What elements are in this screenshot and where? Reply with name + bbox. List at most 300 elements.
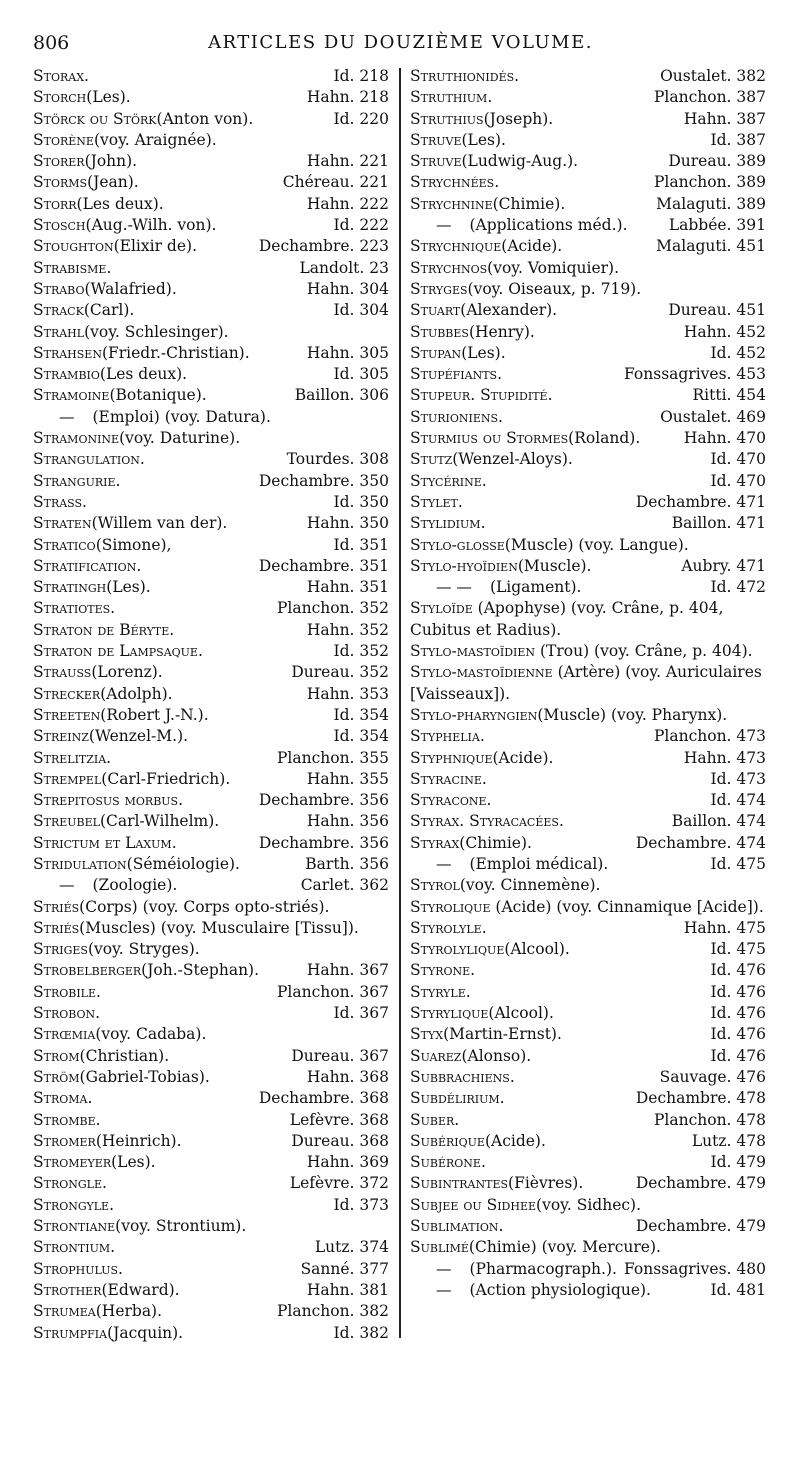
entry-author-page: Landolt. 23	[299, 258, 389, 277]
entry-heading: Stylet.	[410, 492, 463, 511]
entry-detail: (Artère) (voy. Auriculaires [Vaisseaux]).	[410, 663, 762, 703]
entry-detail: (John).	[84, 152, 138, 171]
entry-detail: (Martin-Ernst).	[443, 1025, 562, 1044]
entry-heading: Struve	[410, 152, 462, 171]
entry-detail: (Apophyse) (voy. Crâne, p. 404, Cubitus et Radius).	[410, 599, 724, 639]
entry-author-page: Id. 304	[333, 301, 389, 320]
index-entry	[33, 87, 389, 108]
index-entry	[410, 811, 766, 832]
entry-author-page: Hahn. 367	[306, 961, 389, 980]
entry-detail: (Les).	[111, 1153, 156, 1172]
entry-heading: — —	[436, 578, 472, 597]
entry-author-page: Id. 222	[333, 216, 389, 235]
entry-detail: (voy. Strontium).	[115, 1217, 247, 1236]
index-entry	[410, 492, 766, 513]
entry-heading: Stutz	[410, 450, 453, 469]
entry-author-page: Planchon. 355	[276, 748, 389, 767]
entry-detail: (voy. Cadaba).	[95, 1025, 207, 1044]
index-entry	[33, 939, 389, 960]
entry-author-page: Id. 479	[710, 1153, 766, 1172]
entry-heading: Stupan	[410, 343, 462, 362]
entry-heading: Strelitzia.	[33, 748, 112, 767]
index-entry	[410, 258, 766, 279]
entry-author-page: Malaguti. 389	[656, 194, 766, 213]
entry-heading: Struve	[410, 130, 462, 149]
entry-heading: Strother	[33, 1280, 102, 1299]
entry-author-page: Sanné. 377	[300, 1259, 389, 1278]
entry-heading: Strobile.	[33, 982, 101, 1001]
entry-author-page: Dechambre. 356	[258, 833, 389, 852]
entry-author-page: Hahn. 218	[306, 88, 389, 107]
entry-detail: (Robert J.-N.).	[100, 705, 209, 724]
entry-author-page: Oustalet. 469	[660, 407, 766, 426]
index-entry	[410, 960, 766, 981]
entry-heading: Sturmius ou Stormes	[410, 429, 569, 448]
index-entry	[410, 556, 766, 577]
index-entry	[33, 385, 389, 406]
entry-heading: Subérique	[410, 1131, 485, 1150]
entry-heading: Stylo-glosse	[410, 535, 505, 554]
index-entry	[33, 194, 389, 215]
entry-detail: (voy. Schlesinger).	[84, 322, 229, 341]
entry-author-page: Dechambre. 479	[635, 1174, 766, 1193]
entry-heading: Strumea	[33, 1302, 96, 1321]
left-column	[33, 66, 389, 1344]
entry-heading: Striges	[33, 940, 88, 959]
entry-author-page: Id. 476	[710, 1046, 766, 1065]
entry-detail: (Jacquin).	[107, 1323, 184, 1342]
entry-detail: (voy. Sidhec).	[536, 1195, 642, 1214]
entry-heading: Storr	[33, 194, 77, 213]
index-entry	[410, 598, 766, 641]
entry-heading: Strontiane	[33, 1217, 116, 1236]
entry-heading: Strecker	[33, 684, 101, 703]
entry-detail: (Heinrich).	[95, 1131, 182, 1150]
index-entry	[410, 897, 766, 918]
entry-detail: (Acide) (voy. Cinnamique [Acide]).	[490, 897, 764, 916]
index-entry	[410, 279, 766, 300]
entry-author-page: Sauvage. 476	[659, 1067, 766, 1086]
entry-detail: (Alonso).	[461, 1046, 532, 1065]
entry-heading: —	[436, 1259, 452, 1278]
index-entry	[410, 151, 766, 172]
entry-author-page: Dureau. 367	[291, 1046, 389, 1065]
entry-detail: (voy. Vomiquier).	[487, 258, 620, 277]
index-entry	[33, 109, 389, 130]
entry-heading: Stylo-mastoïdienne	[410, 663, 553, 682]
index-entry	[410, 875, 766, 896]
entry-heading: Struthium.	[410, 88, 493, 107]
entry-author-page: Oustalet. 382	[660, 67, 766, 85]
entry-heading: Streubel	[33, 812, 100, 831]
entry-detail: (Willem van der).	[91, 514, 228, 533]
entry-author-page: Dureau. 451	[668, 301, 766, 320]
entry-heading: Strauss	[33, 663, 92, 682]
index-entry	[33, 258, 389, 279]
entry-detail: (Les).	[106, 578, 151, 597]
entry-detail: (Alcool).	[504, 940, 570, 959]
entry-heading: Styphelia.	[410, 727, 485, 746]
index-entry	[410, 300, 766, 321]
index-entry	[33, 918, 389, 939]
index-entry	[33, 66, 389, 87]
entry-author-page: Lutz. 374	[314, 1238, 389, 1257]
entry-heading: Strepitosus morbus.	[33, 791, 184, 810]
entry-author-page: Planchon. 473	[653, 727, 766, 746]
entry-detail: (Botanique).	[109, 386, 207, 405]
entry-author-page: Id. 476	[710, 982, 766, 1001]
entry-detail: (Les).	[86, 88, 131, 107]
entry-author-page: Hahn. 221	[306, 152, 389, 171]
index-entry	[33, 748, 389, 769]
entry-heading: Subdélirium.	[410, 1089, 505, 1108]
entry-heading: Strombe.	[33, 1110, 101, 1129]
entry-heading: Struthionidés.	[410, 67, 520, 85]
entry-author-page	[764, 898, 770, 916]
entry-author-page: Id. 476	[710, 1004, 766, 1023]
entry-detail: (Chimie).	[459, 833, 532, 852]
index-entry	[33, 641, 389, 662]
entry-heading: Stylo-hyoïdien	[410, 556, 518, 575]
page-number: 806	[33, 32, 70, 54]
index-entry	[33, 790, 389, 811]
entry-heading: Stratingh	[33, 578, 107, 597]
entry-author-page: Id. 305	[333, 365, 389, 384]
entry-heading: Strobelberger	[33, 961, 142, 980]
entry-detail: (Jean).	[87, 173, 139, 192]
index-entry	[410, 854, 766, 875]
entry-heading: Stroma.	[33, 1089, 93, 1108]
entry-heading: Ström	[33, 1067, 80, 1086]
index-entry	[410, 918, 766, 939]
entry-heading: Styrolique	[410, 897, 491, 916]
entry-author-page: Dechambre. 471	[635, 492, 766, 511]
entry-author-page: Id. 481	[710, 1280, 766, 1299]
index-entry	[33, 1323, 389, 1344]
index-entry	[33, 1110, 389, 1131]
index-entry	[410, 1237, 766, 1258]
index-entry	[410, 535, 766, 556]
entry-heading: Stryges	[410, 279, 468, 298]
index-entry	[33, 1046, 389, 1067]
entry-heading: Strass.	[33, 492, 87, 511]
entry-author-page: Fonssagrives. 480	[624, 1259, 766, 1278]
entry-heading: Stoughton	[33, 237, 114, 256]
entry-detail: (Action physiologique).	[469, 1280, 651, 1299]
entry-author-page: Hahn. 304	[306, 279, 389, 298]
entry-author-page: Planchon. 367	[276, 982, 389, 1001]
entry-author-page: Hahn. 368	[306, 1067, 389, 1086]
index-entry	[410, 428, 766, 449]
entry-detail: (Acide).	[501, 237, 563, 256]
index-entry	[33, 471, 389, 492]
entry-author-page: Hahn. 352	[306, 620, 389, 639]
entry-author-page: Hahn. 381	[306, 1280, 389, 1299]
entry-detail: (Simone),	[95, 535, 172, 554]
index-entry	[410, 1003, 766, 1024]
entry-detail: (Christian).	[79, 1046, 170, 1065]
entry-heading: Storch	[33, 88, 87, 107]
index-entry	[33, 1067, 389, 1088]
index-entry	[410, 1131, 766, 1152]
entry-author-page: Baillon. 471	[671, 514, 766, 533]
entry-heading: Strychnées.	[410, 173, 500, 192]
index-entry	[410, 66, 766, 87]
entry-author-page: Dechambre. 479	[635, 1217, 766, 1236]
index-entry	[410, 1152, 766, 1173]
index-entry	[33, 279, 389, 300]
entry-detail: (Anton von).	[156, 109, 254, 128]
index-entry	[410, 1173, 766, 1194]
entry-detail: (Ligament).	[489, 578, 582, 597]
entry-author-page	[561, 621, 567, 639]
index-entry	[410, 1088, 766, 1109]
index-entry	[33, 726, 389, 747]
entry-heading: Strahl	[33, 322, 85, 341]
entry-heading: Strahsen	[33, 343, 102, 362]
entry-author-page: Planchon. 352	[276, 599, 389, 618]
entry-heading: Strambio	[33, 365, 100, 384]
entry-author-page: Id. 367	[333, 1004, 389, 1023]
index-entry	[410, 1216, 766, 1237]
entry-author-page: Planchon. 389	[653, 173, 766, 192]
entry-heading: Strophulus.	[33, 1259, 123, 1278]
entry-heading: Styracone.	[410, 791, 492, 810]
entry-author-page: Dechambre. 368	[258, 1089, 389, 1108]
entry-heading: —	[59, 876, 75, 895]
entry-detail: (Acide).	[484, 1131, 546, 1150]
entry-author-page: Id. 373	[333, 1195, 389, 1214]
entry-author-page	[510, 685, 516, 703]
entry-author-page: Dechambre. 351	[258, 556, 389, 575]
entry-heading: Strangulation.	[33, 450, 145, 469]
entry-heading: Stycérine.	[410, 471, 487, 490]
entry-author-page: Id. 352	[333, 642, 389, 661]
index-entry	[33, 1173, 389, 1194]
entry-heading: Storène	[33, 130, 94, 149]
entry-author-page: Id. 476	[710, 1025, 766, 1044]
entry-heading: Streeten	[33, 705, 101, 724]
entry-author-page: Barth. 356	[305, 854, 389, 873]
entry-heading: Stridulation	[33, 854, 127, 873]
index-entry	[410, 343, 766, 364]
entry-author-page: Baillon. 306	[294, 386, 389, 405]
entry-author-page: Hahn. 356	[306, 812, 389, 831]
entry-detail: (Les).	[461, 130, 506, 149]
index-entry	[33, 1152, 389, 1173]
entry-detail: (Elixir de).	[113, 237, 197, 256]
index-entry	[33, 897, 389, 918]
entry-heading: Stupéfiants.	[410, 365, 503, 384]
entry-heading: Stratiotes.	[33, 599, 116, 618]
entry-heading: Stylo-mastoïdien	[410, 642, 536, 661]
entry-author-page: Fonssagrives. 453	[624, 365, 766, 384]
entry-author-page: Id. 382	[333, 1323, 389, 1342]
index-entry	[410, 471, 766, 492]
entry-heading: Striés	[33, 918, 80, 937]
entry-heading: Sturioniens.	[410, 407, 503, 426]
entry-author-page: Hahn. 369	[306, 1153, 389, 1172]
index-entry	[410, 130, 766, 151]
index-entry	[33, 300, 389, 321]
index-entry	[410, 982, 766, 1003]
index-entry	[33, 577, 389, 598]
entry-author-page: Id. 387	[710, 130, 766, 149]
entry-author-page: Id. 473	[710, 769, 766, 788]
entry-heading: Suarez	[410, 1046, 462, 1065]
entry-detail: (Zoologie).	[92, 876, 178, 895]
index-entry	[410, 1280, 766, 1301]
index-entry	[33, 407, 389, 428]
index-entry	[410, 513, 766, 534]
entry-heading: Strangurie.	[33, 471, 121, 490]
index-entry	[33, 1088, 389, 1109]
entry-heading: Strychnos	[410, 258, 488, 277]
index-entry	[33, 1024, 389, 1045]
entry-detail: (Roland).	[568, 429, 641, 448]
entry-detail: (Carl-Friedrich).	[101, 769, 231, 788]
index-entry	[33, 449, 389, 470]
entry-author-page: Carlet. 362	[300, 876, 389, 895]
entry-heading: Stupeur. Stupidité.	[410, 386, 553, 405]
entry-detail: (Walafried).	[84, 279, 177, 298]
entry-detail: (Fièvres).	[508, 1174, 584, 1193]
entry-author-page: Id. 470	[710, 450, 766, 469]
entry-author-page: Id. 475	[710, 940, 766, 959]
index-entry	[410, 790, 766, 811]
index-entry	[33, 556, 389, 577]
entry-heading: Strongle.	[33, 1174, 107, 1193]
index-entry	[33, 1237, 389, 1258]
entry-heading: Subjee ou Sidhee	[410, 1195, 537, 1214]
entry-heading: Storer	[33, 152, 85, 171]
entry-heading: Struthius	[410, 109, 484, 128]
index-entry	[410, 364, 766, 385]
entry-author-page: Hahn. 475	[683, 918, 766, 937]
index-entry	[33, 1301, 389, 1322]
entry-detail: (Adolph).	[100, 684, 173, 703]
entry-detail: (voy. Araignée).	[93, 130, 217, 149]
index-entry	[410, 87, 766, 108]
column-divider	[399, 68, 401, 1338]
entry-detail: (Gabriel-Tobias).	[79, 1067, 210, 1086]
index-entry	[410, 939, 766, 960]
entry-detail: (Alcool).	[488, 1004, 554, 1023]
index-entry	[33, 428, 389, 449]
index-entry	[410, 449, 766, 470]
entry-detail: (voy. Cinnemène).	[459, 876, 601, 895]
entry-detail: (Pharmacograph.).	[469, 1259, 617, 1278]
index-entry	[410, 641, 766, 662]
entry-heading: Styracine.	[410, 769, 487, 788]
entry-heading: Strontium.	[33, 1238, 116, 1257]
index-entry	[33, 1003, 389, 1024]
index-entry	[410, 194, 766, 215]
entry-author-page: Id. 475	[710, 854, 766, 873]
entry-author-page: Dureau. 352	[291, 663, 389, 682]
index-entry	[410, 172, 766, 193]
entry-detail: (Emploi) (voy. Datura).	[92, 407, 271, 426]
entry-heading: Strictum et Laxum.	[33, 833, 177, 852]
index-entry	[33, 769, 389, 790]
index-entry	[33, 343, 389, 364]
entry-author-page: Id. 452	[710, 343, 766, 362]
entry-heading: —	[436, 1280, 452, 1299]
entry-detail: (Séméiologie).	[126, 854, 240, 873]
entry-detail: (Wenzel-Aloys).	[452, 450, 573, 469]
entry-author-page: Id. 218	[333, 67, 389, 85]
entry-heading: Strabo	[33, 279, 85, 298]
entry-detail: (Emploi médical).	[469, 854, 609, 873]
index-entry	[33, 236, 389, 257]
index-entry	[410, 705, 766, 726]
entry-detail: (voy. Stryges).	[87, 940, 200, 959]
entry-author-page: Tourdes. 308	[286, 450, 389, 469]
entry-heading: Styrylique	[410, 1004, 489, 1023]
entry-heading: Stylidium.	[410, 514, 486, 533]
entry-author-page: Lefèvre. 372	[289, 1174, 389, 1193]
index-entry	[33, 1259, 389, 1280]
entry-heading: Stosch	[33, 216, 86, 235]
index-entry	[33, 598, 389, 619]
running-title: ARTICLES DU DOUZIÈME VOLUME.	[208, 32, 593, 53]
entry-author-page: Hahn. 353	[306, 684, 389, 703]
entry-author-page: Id. 354	[333, 727, 389, 746]
entry-heading: Stylo-pharyngien	[410, 705, 538, 724]
entry-heading: Styrax	[410, 833, 460, 852]
entry-heading: Strumpfia	[33, 1323, 108, 1342]
index-entry	[33, 1216, 389, 1237]
entry-heading: Subintrantes	[410, 1174, 509, 1193]
entry-author-page: Baillon. 474	[671, 812, 766, 831]
index-entry	[33, 151, 389, 172]
entry-detail: (Les deux).	[76, 194, 164, 213]
index-entry	[33, 684, 389, 705]
entry-heading: Stratico	[33, 535, 96, 554]
entry-detail: (Applications méd.).	[469, 216, 628, 235]
entry-author-page: Hahn. 470	[683, 429, 766, 448]
index-entry	[410, 1024, 766, 1045]
entry-heading: Styrol	[410, 876, 460, 895]
index-entry	[33, 535, 389, 556]
index-entry	[410, 833, 766, 854]
entry-heading: Striés	[33, 897, 80, 916]
entry-author-page: Dechambre. 350	[258, 471, 389, 490]
entry-heading: Strychnique	[410, 237, 502, 256]
entry-heading: Styphnique	[410, 748, 493, 767]
index-entry	[33, 854, 389, 875]
entry-author-page: Dechambre. 478	[635, 1089, 766, 1108]
entry-heading: Styrolylique	[410, 940, 505, 959]
entry-heading: Strabisme.	[33, 258, 112, 277]
entry-detail: (Acide).	[492, 748, 554, 767]
entry-heading: Subérone.	[410, 1153, 486, 1172]
index-entry	[410, 1195, 766, 1216]
entry-author-page: Id. 470	[710, 471, 766, 490]
index-entry	[33, 322, 389, 343]
entry-author-page: Planchon. 387	[653, 88, 766, 107]
index-entry	[410, 1067, 766, 1088]
index-entry	[410, 1110, 766, 1131]
entry-author-page: Planchon. 382	[276, 1302, 389, 1321]
entry-detail: (Corps) (voy. Corps opto-striés).	[79, 897, 330, 916]
entry-heading: Straten	[33, 514, 92, 533]
entry-author-page: Planchon. 478	[653, 1110, 766, 1129]
entry-detail: (Aug.-Wilh. von).	[85, 216, 217, 235]
entry-heading: Sublimation.	[410, 1217, 504, 1236]
index-entry	[410, 1046, 766, 1067]
entry-detail: (Muscle) (voy. Langue).	[504, 535, 689, 554]
